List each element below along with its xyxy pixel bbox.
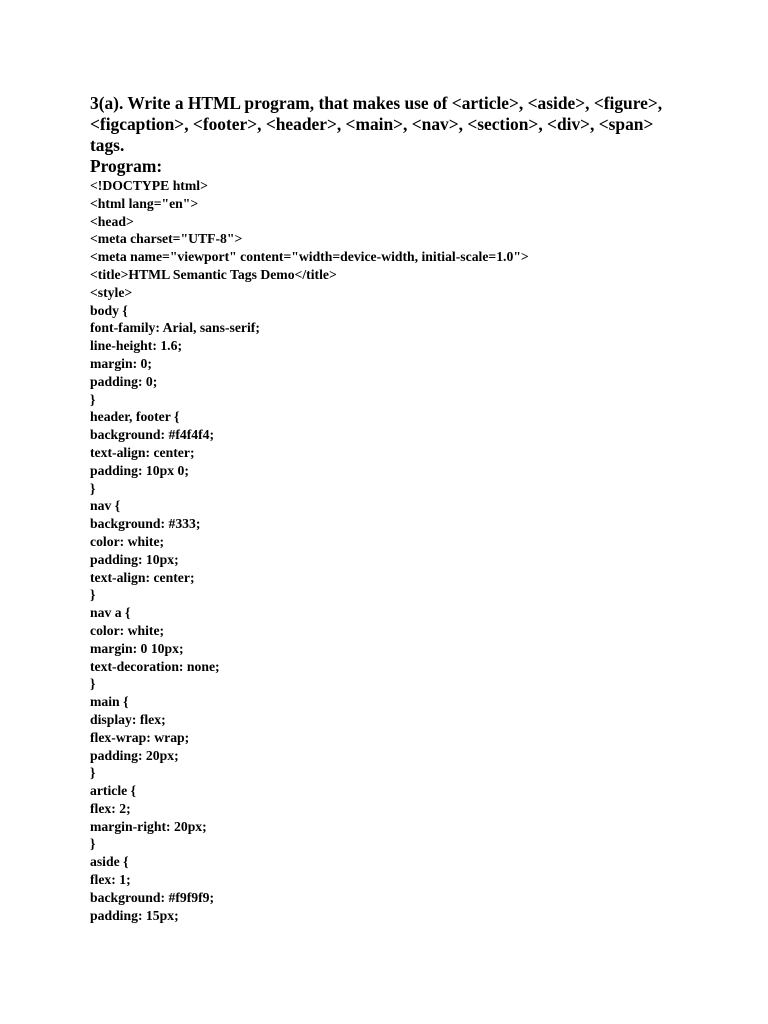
code-line: flex-wrap: wrap; [90,729,190,745]
code-line: text-align: center; [90,569,195,585]
code-line: margin-right: 20px; [90,818,207,834]
code-line: background: #f4f4f4; [90,427,215,443]
code-line: main { [90,694,129,710]
code-line: background: #333; [90,516,201,532]
question-line: 3(a). Write a HTML program, that makes use of <article>, <aside>, <figure>, [90,93,663,113]
code-line: <meta charset="UTF-8"> [90,231,243,247]
code-line: } [90,391,96,407]
code-line: background: #f9f9f9; [90,889,215,905]
code-line: } [90,676,96,692]
code-line: article { [90,783,137,799]
code-line: <title>HTML Semantic Tags Demo</title> [90,266,337,282]
code-line: } [90,480,96,496]
code-listing [90,177,690,924]
program-heading: Program: [90,156,163,176]
code-line: text-align: center; [90,444,195,460]
question-line: tags. [90,135,125,155]
code-line: aside { [90,854,129,870]
code-line: nav a { [90,605,131,621]
code-line: display: flex; [90,711,166,727]
code-line: } [90,587,96,603]
code-line: padding: 10px 0; [90,462,189,478]
code-line: padding: 0; [90,373,158,389]
page-content [90,93,690,924]
question-line: <figcaption>, <footer>, <header>, <main>, <nav>, <section>, <div>, <span> [90,114,654,134]
code-line: flex: 2; [90,800,131,816]
code-line: padding: 15px; [90,907,179,923]
code-line: <style> [90,284,133,300]
code-line: nav { [90,498,121,514]
code-line: header, footer { [90,409,180,425]
code-line: flex: 1; [90,872,131,888]
code-line: <html lang="en"> [90,195,199,211]
code-line: <head> [90,213,134,229]
code-line: text-decoration: none; [90,658,220,674]
code-line: <meta name="viewport" content="width=device-width, initial-scale=1.0"> [90,249,529,265]
code-line: padding: 20px; [90,747,179,763]
code-line: } [90,836,96,852]
code-line: color: white; [90,622,165,638]
code-line: } [90,765,96,781]
code-line: padding: 10px; [90,551,179,567]
code-line: body { [90,302,128,318]
code-line: margin: 0 10px; [90,640,184,656]
code-line: font-family: Arial, sans-serif; [90,320,260,336]
code-line: color: white; [90,533,165,549]
code-line: line-height: 1.6; [90,338,183,354]
code-line: <!DOCTYPE html> [90,178,208,193]
code-line: margin: 0; [90,355,152,371]
